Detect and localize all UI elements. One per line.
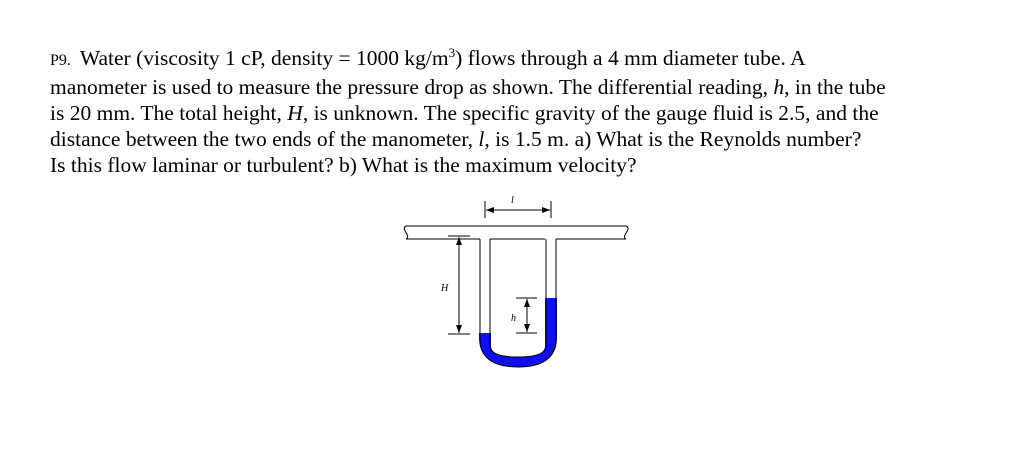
horizontal-pipe — [406, 226, 626, 239]
u-tube — [480, 239, 556, 367]
variable-l: l — [478, 127, 485, 152]
label-l: l — [511, 195, 514, 206]
problem-line-3: is 20 mm. The total height, H, is unknown. The specific gravity of the gauge fluid is 2.5, and the — [50, 101, 879, 126]
problem-number: P9. — [50, 52, 71, 70]
variable-h: h — [773, 75, 785, 100]
superscript-exponent: 3 — [448, 45, 456, 60]
dimension-arrow-icon — [516, 298, 537, 333]
dimension-arrow-icon — [448, 236, 470, 334]
variable-H: H — [287, 101, 303, 126]
problem-line-1: P9. Water (viscosity 1 cP, density = 1000 $kg/m^3$) flows through a 4 mm diameter tube. A — [50, 45, 806, 71]
pipe-break-icon — [404, 226, 407, 239]
problem-line-4: distance between the two ends of the manometer, l, is 1.5 m. a) What is the Reynolds number? — [50, 127, 862, 152]
problem-line-5: Is this flow laminar or turbulent? b) What is the maximum velocity? — [50, 153, 637, 178]
problem-line-2: manometer is used to measure the pressure drop as shown. The differential reading, h, in the tube — [50, 75, 886, 100]
dimension-arrow-icon — [485, 201, 551, 218]
pipe-break-icon — [624, 226, 628, 239]
label-H: H — [441, 283, 449, 294]
label-h: h — [511, 313, 516, 324]
